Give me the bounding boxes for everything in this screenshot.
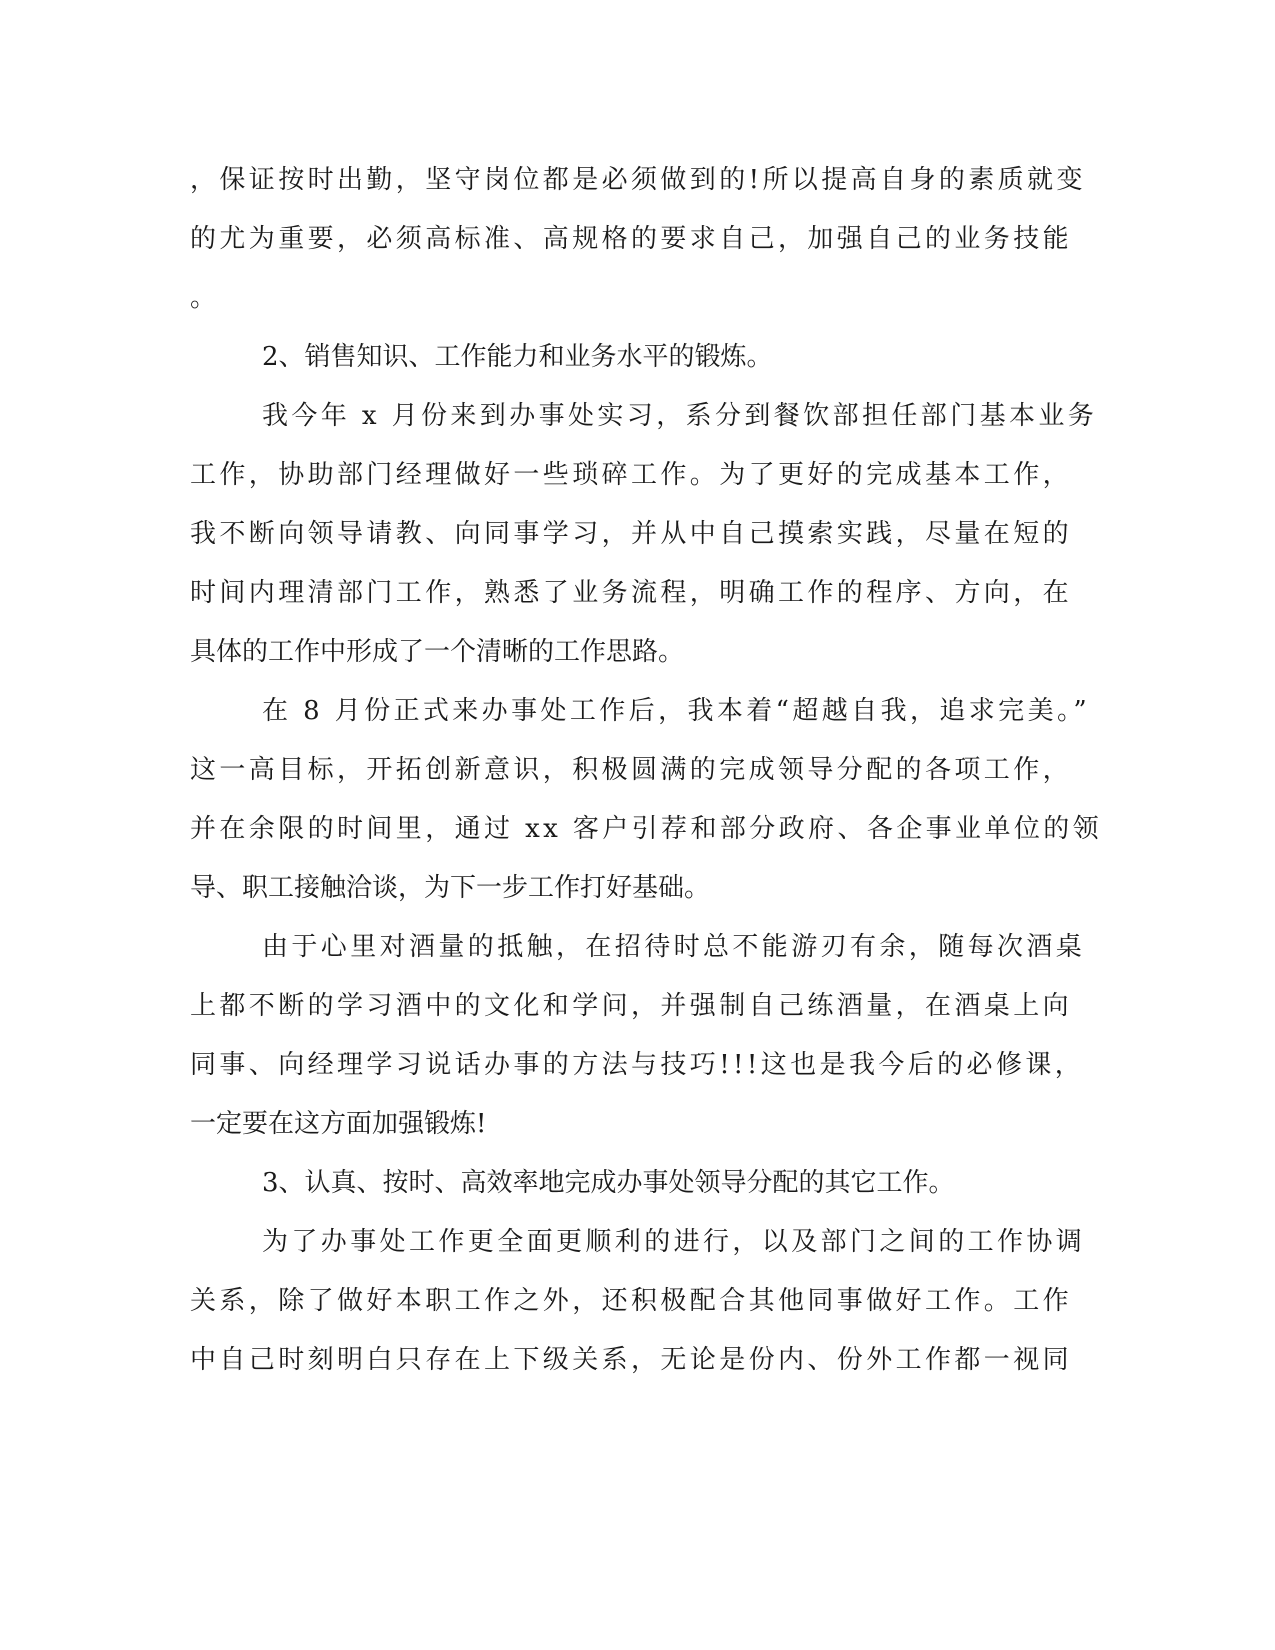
text-line: 。: [190, 283, 217, 313]
text-line: 同事、向经理学习说话办事的方法与技巧!!!这也是我今后的必修课，: [190, 1050, 1085, 1080]
section-heading: 3、认真、按时、高效率地完成办事处领导分配的其它工作。: [262, 1168, 955, 1198]
text-line: 一定要在这方面加强锻炼!: [190, 1109, 487, 1139]
section-heading: 2、销售知识、工作能力和业务水平的锻炼。: [262, 342, 773, 372]
text-line: 我今年 x 月份来到办事处实习，系分到餐饮部担任部门基本业务: [262, 401, 1098, 431]
text-line: 为了办事处工作更全面更顺利的进行，以及部门之间的工作协调: [262, 1227, 1086, 1257]
text-line: 上都不断的学习酒中的文化和学问，并强制自己练酒量，在酒桌上向: [190, 991, 1073, 1021]
text-line: 导、职工接触洽谈，为下一步工作打好基础。: [190, 873, 711, 903]
text-line: 具体的工作中形成了一个清晰的工作思路。: [190, 637, 685, 667]
text-line: 这一高目标，开拓创新意识，积极圆满的完成领导分配的各项工作，: [190, 755, 1073, 785]
text-line: 的尤为重要，必须高标准、高规格的要求自己，加强自己的业务技能: [190, 224, 1073, 254]
text-line: 由于心里对酒量的抵触，在招待时总不能游刃有余，随每次酒桌: [262, 932, 1086, 962]
text-line: 关系，除了做好本职工作之外，还积极配合其他同事做好工作。工作: [190, 1286, 1073, 1316]
text-line: ，保证按时出勤，坚守岗位都是必须做到的!所以提高自身的素质就变: [190, 165, 1086, 195]
text-line: 工作，协助部门经理做好一些琐碎工作。为了更好的完成基本工作，: [190, 460, 1073, 490]
text-line: 时间内理清部门工作，熟悉了业务流程，明确工作的程序、方向，在: [190, 578, 1073, 608]
text-line: 并在余限的时间里，通过 xx 客户引荐和部分政府、各企事业单位的领: [190, 814, 1103, 844]
text-line: 中自己时刻明白只存在上下级关系，无论是份内、份外工作都一视同: [190, 1345, 1073, 1375]
text-line: 我不断向领导请教、向同事学习，并从中自己摸索实践，尽量在短的: [190, 519, 1073, 549]
text-line: 在 8 月份正式来办事处工作后，我本着“超越自我，追求完美。”: [262, 696, 1091, 726]
